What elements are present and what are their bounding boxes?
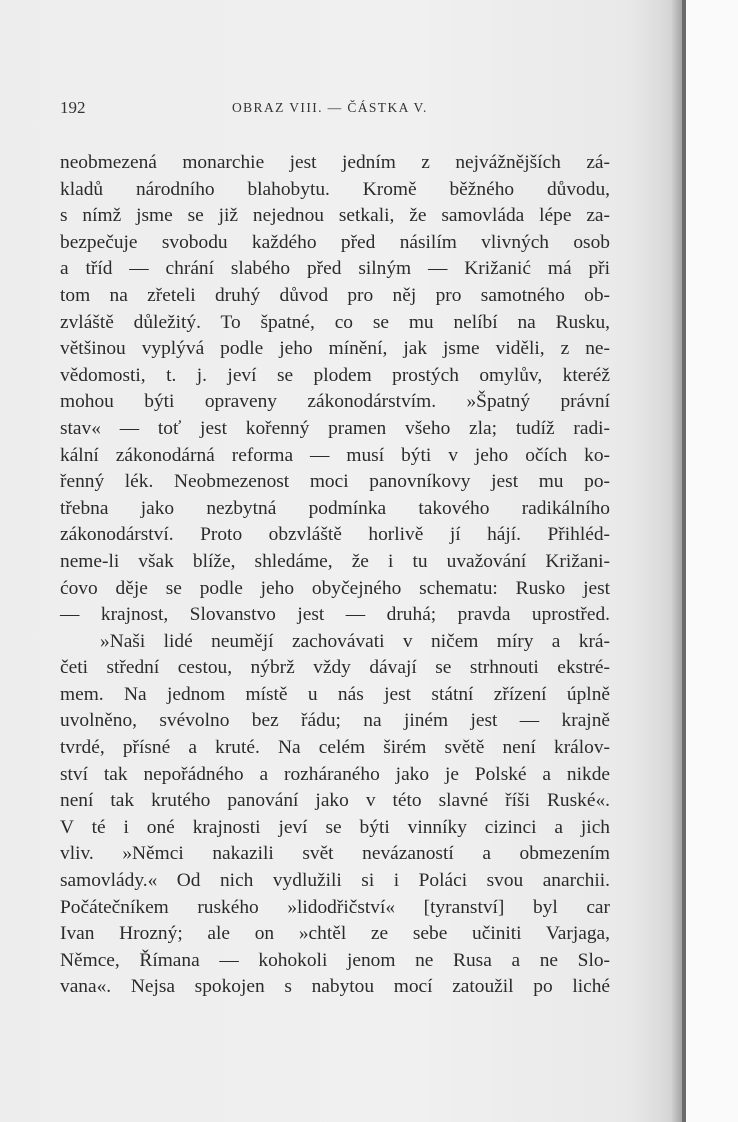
text-line: stav« — toť jest kořenný pramen všeho zla; tudíž radi- (60, 417, 610, 439)
page-header (60, 98, 620, 122)
text-line: třebna jako nezbytná podmínka takového radikálního (60, 497, 610, 519)
text-line: a tříd — chrání slabého před silným — Križanić má při (60, 258, 610, 280)
text-line: tom na zřeteli druhý důvod pro něj pro samotného ob- (60, 284, 610, 306)
text-line: vana«. Nejsa spokojen s nabytou mocí zatoužil po liché (60, 976, 610, 998)
body-text (60, 150, 610, 1001)
text-line: zvláště důležitý. To špatné, co se mu nelíbí na Rusku, (60, 311, 610, 333)
text-line: ćovo děje se podle jeho obyčejného schematu: Rusko jest (60, 577, 610, 599)
page-number: 192 (60, 98, 86, 117)
text-line: V té i oné krajnosti jeví se býti vinníky cizinci a jich (60, 816, 610, 838)
text-line: mohou býti opraveny zákonodárstvím. »Špatný právní (60, 391, 610, 413)
text-line: uvolněno, svévolno bez řádu; na jiném jest — krajně (60, 710, 610, 732)
text-line: Počátečníkem ruského »lidodřičství« [tyranství] byl car (60, 896, 610, 918)
text-line: mem. Na jednom místě u nás jest státní zřízení úplně (60, 683, 610, 705)
text-line: Ivan Hrozný; ale on »chtěl ze sebe učiniti Varjaga, (60, 923, 610, 945)
text-line: kální zákonodárná reforma — musí býti v jeho očích ko- (60, 444, 610, 466)
text-line: — krajnost, Slovanstvo jest — druhá; pravda uprostřed. (60, 604, 610, 626)
text-line: vliv. »Němci nakazili svět nevázaností a obmezením (60, 843, 610, 865)
text-line: většinou vyplývá podle jeho mínění, jak jsme viděli, z ne- (60, 338, 610, 360)
text-line: tvrdé, přísné a kruté. Na celém širém světě není králov- (60, 737, 610, 759)
running-head: OBRAZ VIII. — ČÁSTKA V. (232, 100, 428, 115)
text-line: zákonodárství. Proto obzvláště horlivě jí hájí. Přihléd- (60, 524, 610, 546)
facing-page-edge (686, 0, 738, 1122)
text-line: kladů národního blahobytu. Kromě běžného důvodu, (60, 178, 610, 200)
text-line: neme-li však blíže, shledáme, že i tu uvažování Križani- (60, 550, 610, 572)
text-line: četi střední cestou, nýbrž vždy dávají se strhnouti ekstré- (60, 657, 610, 679)
text-line: není tak krutého panování jako v této slavné říši Ruské«. (60, 790, 610, 812)
text-line: samovlády.« Od nich vydlužili si i Poláci svou anarchii. (60, 870, 610, 892)
text-line: s nímž jsme se již nejednou setkali, že samovláda lépe za- (60, 205, 610, 227)
text-line: vědomosti, t. j. jeví se plodem prostých omylův, kteréž (60, 364, 610, 386)
gutter-shadow (672, 0, 682, 1122)
text-line: bezpečuje svobodu každého před násilím vlivných osob (60, 231, 610, 253)
text-line: ství tak nepořádného a rozháraného jako je Polské a nikde (60, 763, 610, 785)
text-line-paragraph-start: »Naši lidé neumějí zachovávati v ničem míry a krá- (100, 630, 610, 652)
text-line: Němce, Římana — kohokoli jenom ne Rusa a ne Slo- (60, 949, 610, 971)
text-line: neobmezená monarchie jest jedním z nejvážnějších zá- (60, 152, 610, 173)
text-line: řenný lék. Neobmezenost moci panovníkovy jest mu po- (60, 471, 610, 493)
